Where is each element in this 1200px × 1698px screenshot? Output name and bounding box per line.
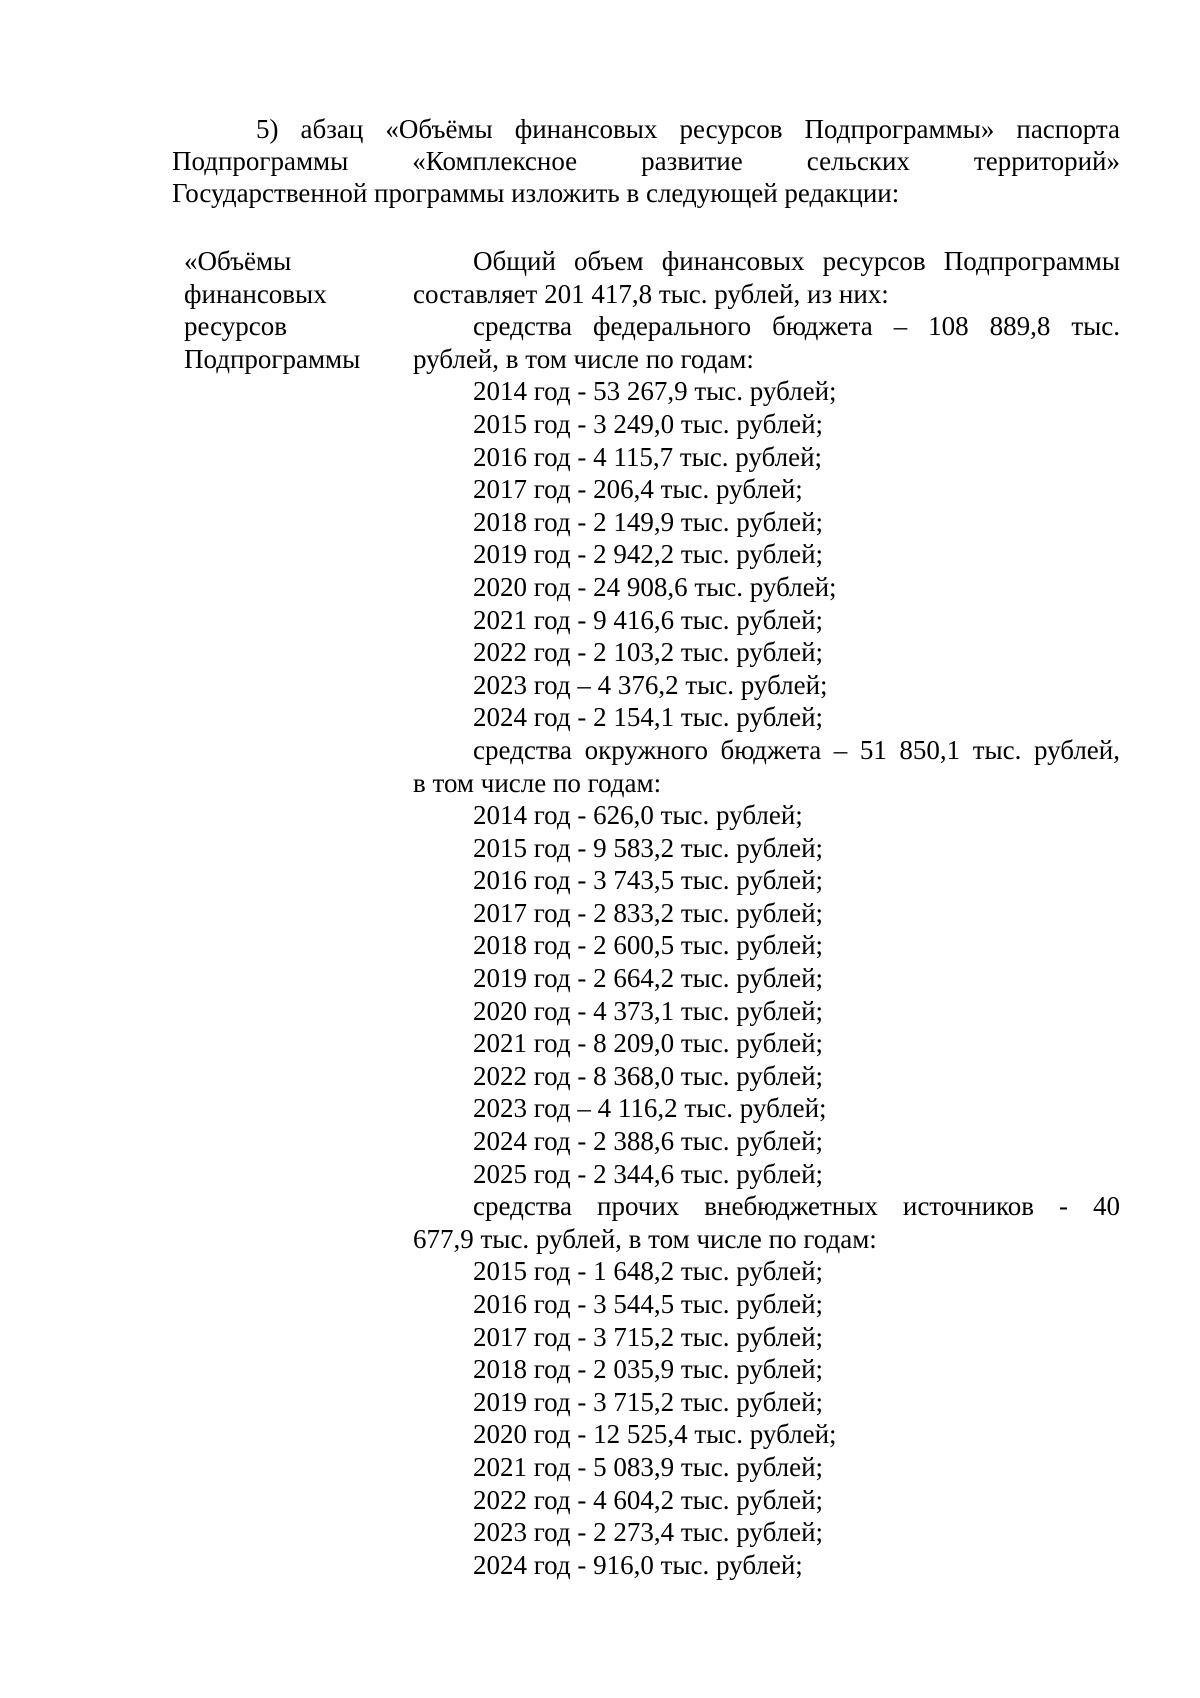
year-amount-item: 2019 год - 3 715,2 тыс. рублей;	[473, 1386, 824, 1417]
district-heading: в том числе по годам:	[413, 767, 662, 798]
year-amount-item: 2022 год - 4 604,2 тыс. рублей;	[473, 1484, 824, 1515]
year-amount-item: 2021 год - 8 209,0 тыс. рублей;	[473, 1028, 824, 1059]
extrabudget-heading: 677,9 тыс. рублей, в том числе по годам:	[413, 1223, 877, 1254]
year-amount-item: 2025 год - 2 344,6 тыс. рублей;	[473, 1158, 824, 1189]
year-amount-item: 2022 год - 2 103,2 тыс. рублей;	[473, 637, 824, 668]
federal-heading: рублей, в том числе по годам:	[413, 343, 754, 374]
intro-line: 5) абзац «Объёмы финансовых ресурсов Подпрограммы» паспорта	[256, 114, 1120, 144]
year-amount-item: 2016 год - 3 743,5 тыс. рублей;	[473, 865, 824, 896]
year-amount-item: 2017 год - 2 833,2 тыс. рублей;	[473, 897, 824, 928]
year-amount-item: 2018 год - 2 035,9 тыс. рублей;	[473, 1354, 824, 1385]
federal-heading: средства федерального бюджета – 108 889,8 тыс.	[473, 311, 1120, 342]
intro-paragraph	[172, 113, 1120, 209]
year-amount-item: 2014 год - 53 267,9 тыс. рублей;	[473, 376, 837, 407]
year-amount-item: 2019 год - 2 942,2 тыс. рублей;	[473, 539, 824, 570]
year-amount-item: 2017 год - 3 715,2 тыс. рублей;	[473, 1321, 824, 1352]
federal-years-list	[413, 375, 1120, 734]
year-amount-item: 2014 год - 626,0 тыс. рублей;	[473, 800, 803, 831]
year-amount-item: 2024 год - 2 154,1 тыс. рублей;	[473, 702, 824, 733]
year-amount-item: 2015 год - 9 583,2 тыс. рублей;	[473, 832, 824, 863]
year-amount-item: 2018 год - 2 600,5 тыс. рублей;	[473, 930, 824, 961]
district-heading: средства окружного бюджета – 51 850,1 тыс. рублей,	[473, 734, 1120, 765]
year-amount-item: 2023 год – 4 116,2 тыс. рублей;	[473, 1093, 827, 1124]
year-amount-item: 2015 год - 3 249,0 тыс. рублей;	[473, 408, 824, 439]
intro-line: Подпрограммы «Комплексное развитие сельских территорий»	[172, 146, 1120, 176]
passport-content-cell	[413, 245, 1120, 1581]
year-amount-item: 2024 год - 2 388,6 тыс. рублей;	[473, 1126, 824, 1157]
year-amount-item: 2022 год - 8 368,0 тыс. рублей;	[473, 1060, 824, 1091]
year-amount-item: 2016 год - 4 115,7 тыс. рублей;	[473, 441, 823, 472]
total-line: составляет 201 417,8 тыс. рублей, из них:	[413, 278, 889, 309]
label-line: финансовых	[184, 278, 327, 309]
total-line: Общий объем финансовых ресурсов Подпрограммы	[473, 246, 1120, 276]
year-amount-item: 2020 год - 12 525,4 тыс. рублей;	[473, 1419, 837, 1450]
year-amount-item: 2020 год - 4 373,1 тыс. рублей;	[473, 995, 824, 1026]
intro-line: Государственной программы изложить в следующей редакции:	[172, 178, 900, 208]
passport-label-cell	[184, 245, 404, 375]
year-amount-item: 2024 год - 916,0 тыс. рублей;	[473, 1549, 803, 1580]
year-amount-item: 2021 год - 9 416,6 тыс. рублей;	[473, 604, 824, 635]
extrabudget-years-list	[413, 1255, 1120, 1581]
year-amount-item: 2017 год - 206,4 тыс. рублей;	[473, 474, 803, 505]
year-amount-item: 2021 год - 5 083,9 тыс. рублей;	[473, 1451, 824, 1482]
label-line: «Объёмы	[184, 246, 292, 276]
district-years-list	[413, 799, 1120, 1190]
year-amount-item: 2015 год - 1 648,2 тыс. рублей;	[473, 1256, 824, 1287]
year-amount-item: 2023 год - 2 273,4 тыс. рублей;	[473, 1517, 824, 1548]
year-amount-item: 2018 год - 2 149,9 тыс. рублей;	[473, 506, 824, 537]
label-line: ресурсов	[184, 311, 288, 342]
year-amount-item: 2023 год – 4 376,2 тыс. рублей;	[473, 669, 828, 700]
year-amount-item: 2019 год - 2 664,2 тыс. рублей;	[473, 963, 824, 994]
extrabudget-heading: средства прочих внебюджетных источников - 40	[473, 1191, 1120, 1222]
year-amount-item: 2016 год - 3 544,5 тыс. рублей;	[473, 1289, 824, 1319]
label-line: Подпрограммы	[184, 343, 361, 374]
year-amount-item: 2020 год - 24 908,6 тыс. рублей;	[473, 571, 837, 602]
